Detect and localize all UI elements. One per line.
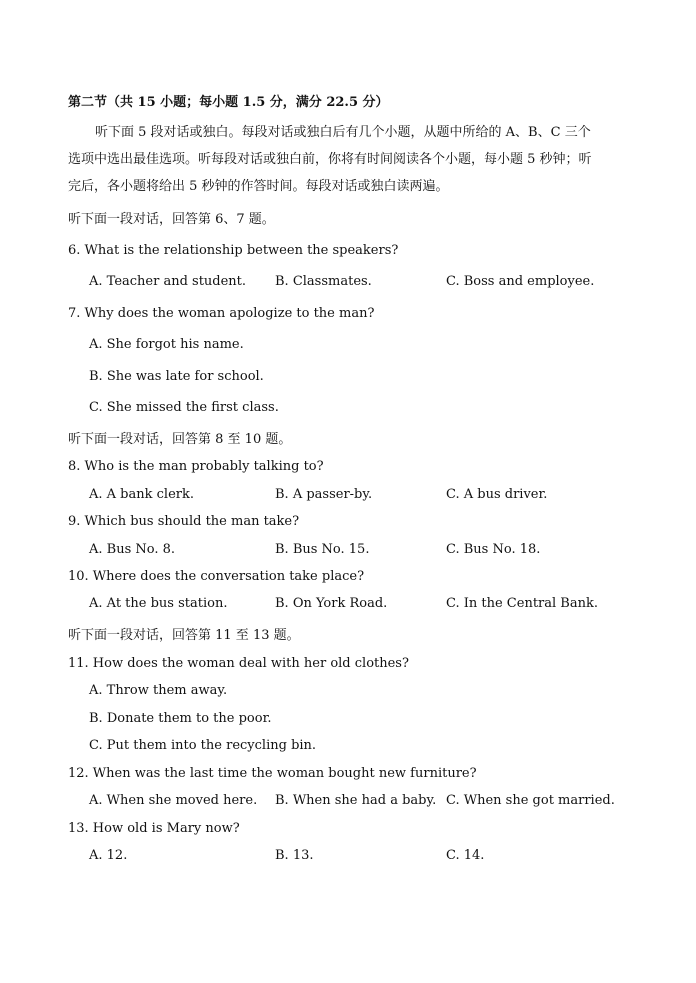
question-12-option-c: C. When she got married. xyxy=(446,793,615,808)
question-13-option-a: A. 12. xyxy=(89,848,128,863)
question-6-option-a: A. Teacher and student. xyxy=(89,274,247,289)
question-10: 10. Where does the conversation take place? xyxy=(68,569,365,584)
question-13-option-b: B. 13. xyxy=(275,848,314,863)
question-8-option-a: A. A bank clerk. xyxy=(89,487,194,502)
group-intro-3: 听下面一段对话，回答第 11 至 13 题。 xyxy=(68,628,300,643)
question-7-option-b: B. She was late for school. xyxy=(89,369,264,384)
question-10-option-c: C. In the Central Bank. xyxy=(446,596,598,611)
instructions-line-3: 完后，各小题将给出 5 秒钟的作答时间。每段对话或独白读两遍。 xyxy=(68,179,449,194)
question-10-option-a: A. At the bus station. xyxy=(89,596,228,611)
question-7: 7. Why does the woman apologize to the man? xyxy=(68,306,375,321)
group-intro-1: 听下面一段对话，回答第 6、7 题。 xyxy=(68,212,275,227)
question-13-option-c: C. 14. xyxy=(446,848,485,863)
question-10-option-b: B. On York Road. xyxy=(275,596,388,611)
question-7-option-a: A. She forgot his name. xyxy=(89,337,244,352)
question-9-option-c: C. Bus No. 18. xyxy=(446,542,541,557)
question-9: 9. Which bus should the man take? xyxy=(68,514,300,529)
instructions-line-1: 听下面 5 段对话或独白。每段对话或独白后有几个小题，从题中所给的 A、B、C 三个 xyxy=(95,125,591,140)
question-6-option-b: B. Classmates. xyxy=(275,274,372,289)
section-heading: 第二节（共 15 小题；每小题 1.5 分，满分 22.5 分） xyxy=(68,95,389,110)
question-11-option-c: C. Put them into the recycling bin. xyxy=(89,738,317,753)
question-6-option-c: C. Boss and employee. xyxy=(446,274,595,289)
question-6: 6. What is the relationship between the speakers? xyxy=(68,243,399,258)
question-9-option-b: B. Bus No. 15. xyxy=(275,542,370,557)
question-11: 11. How does the woman deal with her old clothes? xyxy=(68,656,409,671)
question-8-option-c: C. A bus driver. xyxy=(446,487,548,502)
question-8-option-b: B. A passer-by. xyxy=(275,487,373,502)
question-8: 8. Who is the man probably talking to? xyxy=(68,459,324,474)
question-9-option-a: A. Bus No. 8. xyxy=(89,542,176,557)
question-13: 13. How old is Mary now? xyxy=(68,821,240,836)
question-12-option-b: B. When she had a baby. xyxy=(275,793,437,808)
question-7-option-c: C. She missed the first class. xyxy=(89,400,279,415)
question-11-option-a: A. Throw them away. xyxy=(89,683,228,698)
group-intro-2: 听下面一段对话，回答第 8 至 10 题。 xyxy=(68,432,292,447)
question-11-option-b: B. Donate them to the poor. xyxy=(89,711,272,726)
question-12-option-a: A. When she moved here. xyxy=(89,793,258,808)
question-12: 12. When was the last time the woman bought new furniture? xyxy=(68,766,477,781)
instructions-line-2: 选项中选出最佳选项。听每段对话或独白前，你将有时间阅读各个小题，每小题 5 秒钟；听 xyxy=(68,152,592,167)
